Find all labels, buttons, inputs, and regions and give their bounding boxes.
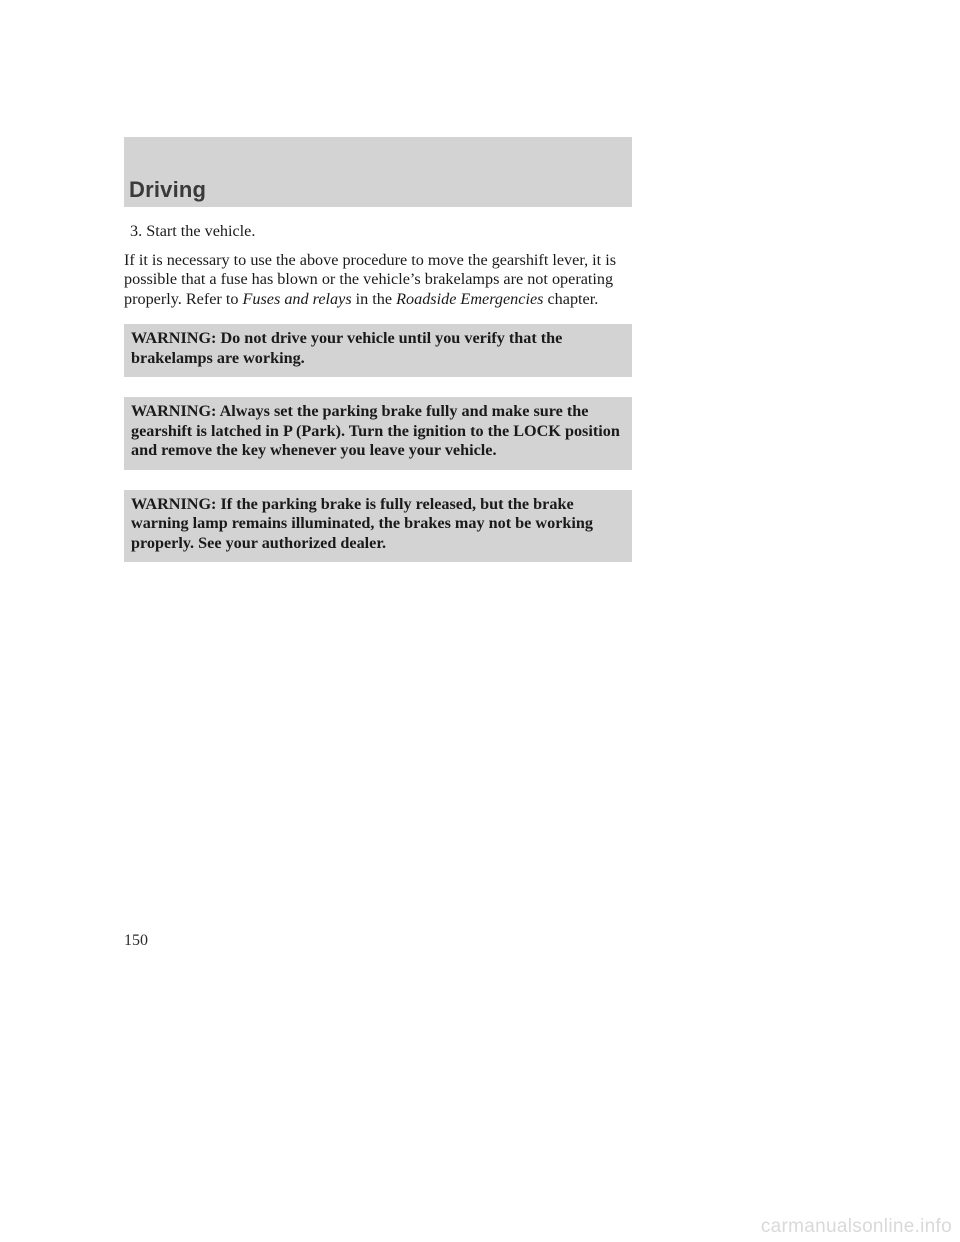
paragraph-text-before: If it is necessary to use the above procedure to move the gearshift lever, it is possible that a fuse has blown or the vehicle’s brakelamps are not operating properly. Refer to [124,250,617,308]
section-header [124,137,632,207]
body-paragraph [124,251,632,310]
page-content [124,222,632,562]
warning-parking-brake: WARNING: Always set the parking brake fully and make sure the gearshift is latched in P (Park). Turn the ignition to the LOCK position and remove the key whenever you leave your vehicle. [124,397,632,470]
section-title: Driving [129,177,207,202]
paragraph-text-after: chapter. [543,289,599,308]
paragraph-text-middle: in the [351,289,397,308]
page-number: 150 [124,932,148,949]
watermark: carmanualsonline.info [760,1216,952,1237]
warning-brakelamps: WARNING: Do not drive your vehicle until you verify that the brakelamps are working. [124,324,632,377]
warning-brake-lamp: WARNING: If the parking brake is fully released, but the brake warning lamp remains illuminated, the brakes may not be working properly. See your authorized dealer. [124,490,632,563]
fuses-relays-reference: Fuses and relays [242,289,352,308]
step-3: 3. Start the vehicle. [130,222,256,240]
roadside-emergencies-reference: Roadside Emergencies [396,289,544,308]
